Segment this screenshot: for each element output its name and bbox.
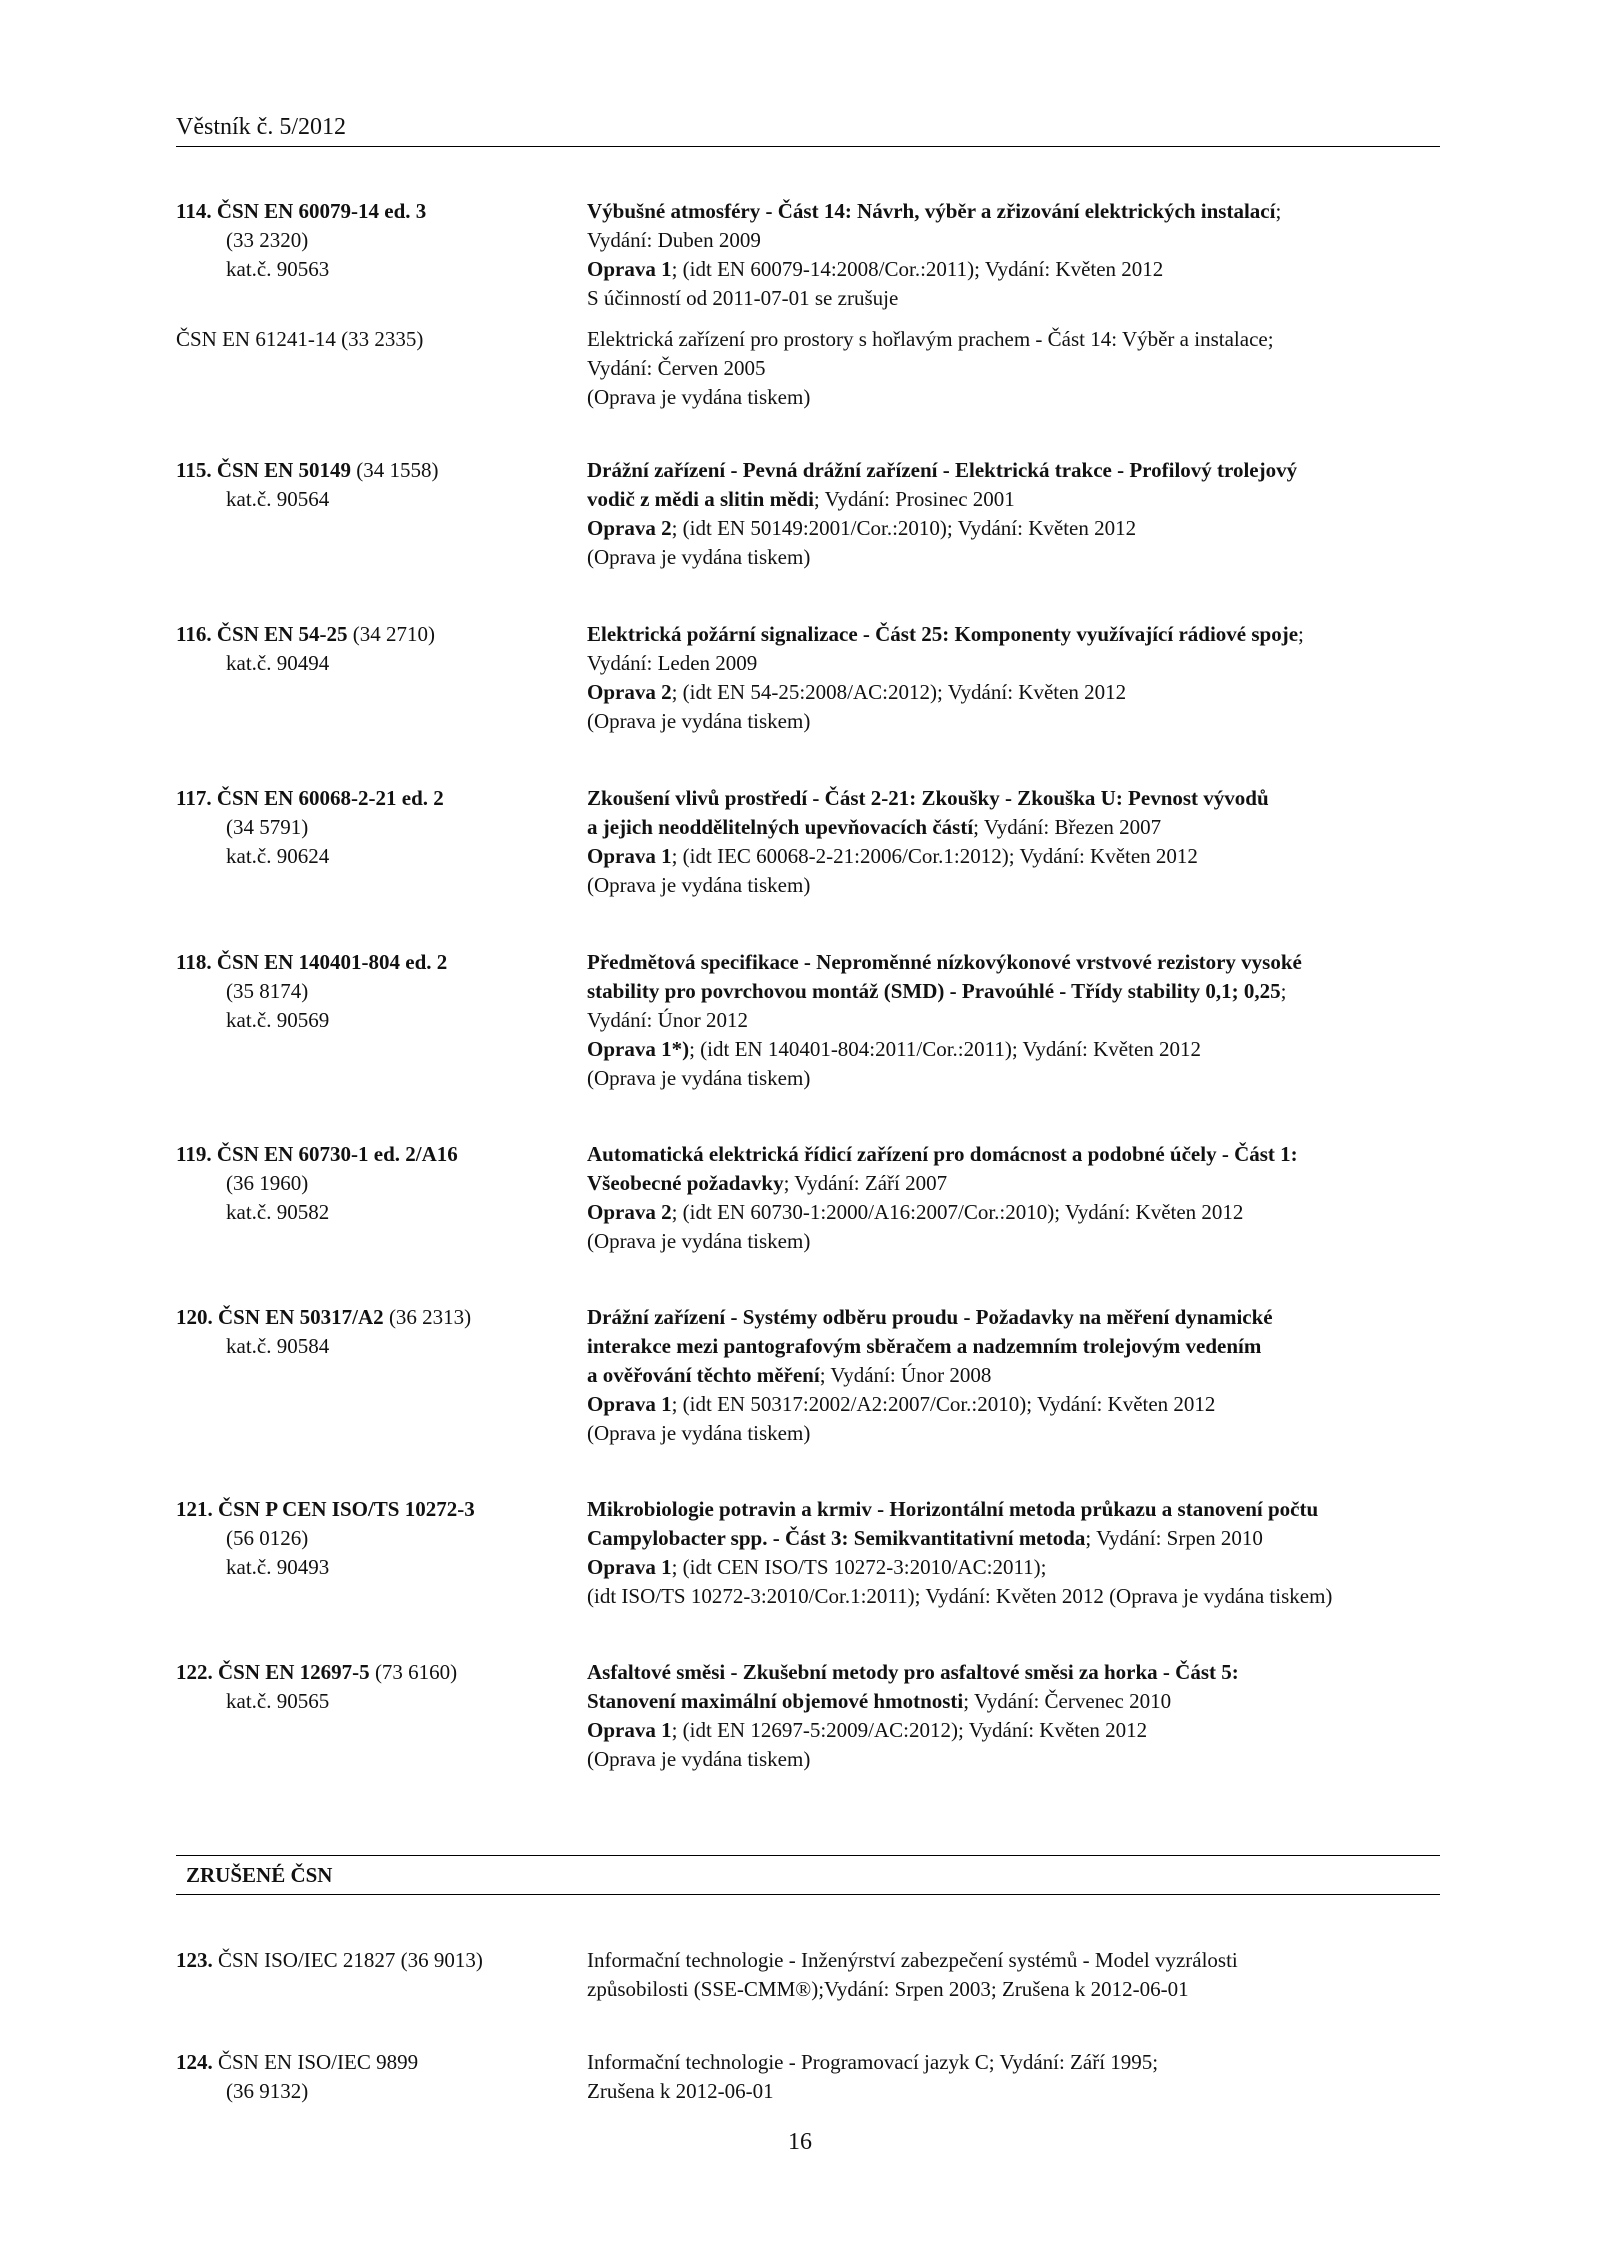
issue-date: ; Vydání: Srpen 2010 (1085, 1526, 1263, 1550)
issue-date: Vydání: Únor 2012 (587, 1008, 748, 1032)
amendment-label: Oprava 1 (587, 257, 672, 281)
amendment-details-cont: (idt ISO/TS 10272-3:2010/Cor.1:2011); Vydání: Květen 2012 (Oprava je vydána tiskem) (587, 1584, 1333, 1608)
issue-date: Vydání: Leden 2009 (587, 651, 758, 675)
issue-date: ; Vydání: Červenec 2010 (963, 1689, 1172, 1713)
standard-title-cont: vodič z mědi a slitin mědi (587, 487, 814, 511)
standard-code: ČSN EN 54-25 (216, 622, 348, 646)
standard-title-cont2: a ověřování těchto měření (587, 1363, 820, 1387)
print-note: (Oprava je vydána tiskem) (587, 873, 811, 897)
class-number: (56 0126) (226, 1526, 309, 1550)
print-note: (Oprava je vydána tiskem) (587, 545, 811, 569)
standard-title: Výbušné atmosféry - Část 14: Návrh, výběr a zřizování elektrických instalací (587, 199, 1276, 223)
related-issue-date: Vydání: Červen 2005 (587, 356, 766, 380)
catalog-number: kat.č. 90493 (226, 1555, 330, 1579)
standard-title: Automatická elektrická řídicí zařízení pro domácnost a podobné účely - Část 1: (587, 1142, 1298, 1166)
standard-title: Předmětová specifikace - Neproměnné nízkovýkonové vrstvové rezistory vysoké (587, 950, 1302, 974)
entry-number: 120. (176, 1305, 213, 1329)
standard-code: ČSN ISO/IEC 21827 (36 9013) (218, 1948, 483, 1972)
amendment-label: Oprava 2 (587, 516, 672, 540)
standard-code: ČSN EN 50317/A2 (218, 1305, 384, 1329)
class-number: (35 8174) (226, 979, 309, 1003)
standard-code: ČSN EN 60730-1 ed. 2/A16 (216, 1142, 458, 1166)
amendment-label: Oprava 1 (587, 844, 672, 868)
section-heading-cancelled (176, 1855, 1440, 1895)
standard-title-cont: interakce mezi pantografovým sběračem a nadzemním trolejovým vedením (587, 1334, 1262, 1358)
amendment-label: Oprava 1 (587, 1718, 672, 1742)
entry-number: 122. (176, 1660, 213, 1684)
amendment-label: Oprava 1 (587, 1392, 672, 1416)
print-note: (Oprava je vydána tiskem) (587, 709, 811, 733)
standard-code: ČSN EN ISO/IEC 9899 (218, 2050, 419, 2074)
amendment-details: ; (idt EN 54-25:2008/AC:2012); Vydání: Květen 2012 (671, 680, 1127, 704)
standard-title-cont: Campylobacter spp. - Část 3: Semikvantitativní metoda (587, 1526, 1086, 1550)
standard-title: Elektrická požární signalizace - Část 25: Komponenty využívající rádiové spoje (587, 622, 1299, 646)
standard-code: ČSN EN 60079-14 ed. 3 (216, 199, 427, 223)
amendment-details: ; (idt IEC 60068-2-21:2006/Cor.1:2012); Vydání: Květen 2012 (671, 844, 1198, 868)
issue-date: ; Vydání: Září 2007 (783, 1171, 948, 1195)
print-note: (Oprava je vydána tiskem) (587, 1229, 811, 1253)
section-title: ZRUŠENÉ ČSN (186, 1863, 333, 1887)
related-standard-code: ČSN EN 61241-14 (33 2335) (176, 327, 424, 351)
amendment-label: Oprava 1*) (587, 1037, 690, 1061)
standard-code: ČSN EN 60068-2-21 ed. 2 (216, 786, 444, 810)
entry-number: 119. (176, 1142, 212, 1166)
class-number: (36 1960) (226, 1171, 309, 1195)
entry-number: 123. (176, 1948, 213, 1972)
catalog-number: kat.č. 90565 (226, 1689, 330, 1713)
entry-number: 116. (176, 622, 212, 646)
standard-title-cont: a jejich neoddělitelných upevňovacích částí (587, 815, 974, 839)
related-standard-title: Elektrická zařízení pro prostory s hořlavým prachem - Část 14: Výběr a instalace; (587, 327, 1274, 351)
standard-code: ČSN P CEN ISO/TS 10272-3 (218, 1497, 475, 1521)
standard-title: Informační technologie - Programovací jazyk C; Vydání: Září 1995; (587, 2050, 1159, 2074)
class-number: (36 9132) (226, 2079, 309, 2103)
catalog-number: kat.č. 90584 (226, 1334, 330, 1358)
standard-title-cont: stability pro povrchovou montáž (SMD) - Pravoúhlé - Třídy stability 0,1; 0,25 (587, 979, 1281, 1003)
amendment-details: ; (idt EN 12697-5:2009/AC:2012); Vydání: Květen 2012 (671, 1718, 1148, 1742)
entry-identifiers (176, 197, 581, 284)
catalog-number: kat.č. 90494 (226, 651, 330, 675)
amendment-details: ; (idt CEN ISO/TS 10272-3:2010/AC:2011); (671, 1555, 1047, 1579)
catalog-number: kat.č. 90624 (226, 844, 330, 868)
class-number: (34 1558) (356, 458, 439, 482)
issue-date: ; Vydání: Únor 2008 (819, 1363, 992, 1387)
print-note: (Oprava je vydána tiskem) (587, 385, 811, 409)
amendment-label: Oprava 2 (587, 1200, 672, 1224)
amendment-details: ; (idt EN 140401-804:2011/Cor.:2011); Vydání: Květen 2012 (689, 1037, 1202, 1061)
amendment-details: ; (idt EN 60079-14:2008/Cor.:2011); Vydání: Květen 2012 (671, 257, 1164, 281)
catalog-number: kat.č. 90563 (226, 257, 330, 281)
standard-title: Informační technologie - Inženýrství zabezpečení systémů - Model vyzrálosti (587, 1948, 1238, 1972)
amendment-details: ; (idt EN 60730-1:2000/A16:2007/Cor.:2010); Vydání: Květen 2012 (671, 1200, 1244, 1224)
amendment-label: Oprava 2 (587, 680, 672, 704)
standard-title: Drážní zařízení - Pevná drážní zařízení - Elektrická trakce - Profilový trolejový (587, 458, 1298, 482)
page-header (176, 110, 1440, 147)
amendment-details: ; (idt EN 50317:2002/A2:2007/Cor.:2010); Vydání: Květen 2012 (671, 1392, 1216, 1416)
cancellation-details: Zrušena k 2012-06-01 (587, 2079, 774, 2103)
catalog-number: kat.č. 90569 (226, 1008, 330, 1032)
standard-title: Zkoušení vlivů prostředí - Část 2-21: Zkoušky - Zkouška U: Pevnost vývodů (587, 786, 1269, 810)
entry-description: Výbušné atmosféry - Část 14: Návrh, výběr a zřizování elektrických instalací; Vydání: Duben 2009 Oprava 1; (idt EN 60079-14:2008/Cor.:2011); Vydání: Květen 2012 S účinností od 2011-07-01 se zrušuje (587, 197, 1445, 313)
issue-date: ; Vydání: Prosinec 2001 (813, 487, 1015, 511)
cancellation-details: způsobilosti (SSE-CMM®);Vydání: Srpen 2003; Zrušena k 2012-06-01 (587, 1977, 1189, 2001)
standard-code: ČSN EN 50149 (216, 458, 352, 482)
page-number: 16 (788, 2129, 812, 2155)
catalog-number: kat.č. 90582 (226, 1200, 330, 1224)
standard-title: Drážní zařízení - Systémy odběru proudu - Požadavky na měření dynamické (587, 1305, 1273, 1329)
standard-title: Asfaltové směsi - Zkušební metody pro asfaltové směsi za horka - Část 5: (587, 1660, 1239, 1684)
issue-date: ; Vydání: Březen 2007 (973, 815, 1162, 839)
class-number: (36 2313) (388, 1305, 472, 1329)
amendment-details: ; (idt EN 50149:2001/Cor.:2010); Vydání: Květen 2012 (671, 516, 1137, 540)
bulletin-title: Věstník č. 5/2012 (176, 114, 346, 140)
print-note: (Oprava je vydána tiskem) (587, 1747, 811, 1771)
entry-number: 114. (176, 199, 212, 223)
standard-code: ČSN EN 12697-5 (218, 1660, 370, 1684)
standard-code: ČSN EN 140401-804 ed. 2 (216, 950, 448, 974)
entry-number: 124. (176, 2050, 213, 2074)
issue-date: Vydání: Duben 2009 (587, 228, 761, 252)
class-number: (34 2710) (352, 622, 436, 646)
standard-title-cont: Všeobecné požadavky (587, 1171, 784, 1195)
entry-number: 117. (176, 786, 212, 810)
print-note: (Oprava je vydána tiskem) (587, 1421, 811, 1445)
entry-number: 118. (176, 950, 212, 974)
class-number: (33 2320) (226, 228, 309, 252)
standard-title-cont: Stanovení maximální objemové hmotnosti (587, 1689, 964, 1713)
entry-number: 121. (176, 1497, 213, 1521)
print-note: (Oprava je vydána tiskem) (587, 1066, 811, 1090)
amendment-label: Oprava 1 (587, 1555, 672, 1579)
validity-note: S účinností od 2011-07-01 se zrušuje (587, 286, 899, 310)
class-number: (34 5791) (226, 815, 309, 839)
class-number: (73 6160) (374, 1660, 458, 1684)
standard-title: Mikrobiologie potravin a krmiv - Horizontální metoda průkazu a stanovení počtu (587, 1497, 1319, 1521)
catalog-number: kat.č. 90564 (226, 487, 330, 511)
entry-number: 115. (176, 458, 212, 482)
